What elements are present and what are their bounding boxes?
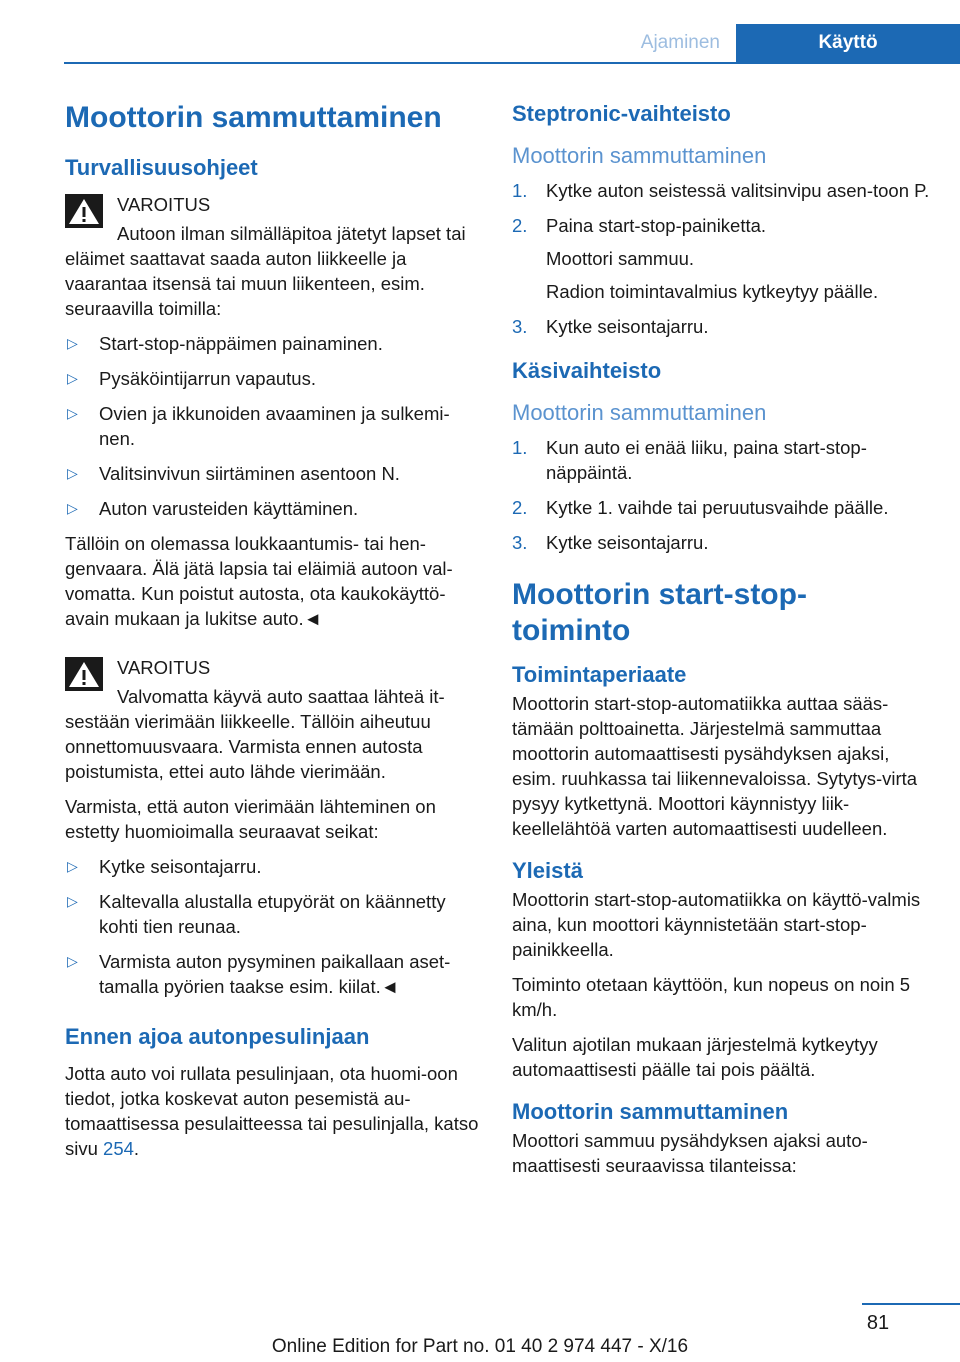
warning-block-1: [65, 192, 479, 631]
warning-label: VAROITUS: [117, 657, 211, 678]
list-item: ▷ Pysäköintijarrun vapautus.: [67, 368, 316, 389]
warning-list: [65, 854, 479, 999]
page-number: 81: [866, 1312, 890, 1334]
list-item: 2. Kytke 1. vaihde tai peruutusvaihde päälle.: [512, 497, 889, 518]
stop-text: Moottori sammuu pysähdyksen ajaksi auto-maattisesti seuraavissa tilanteissa:: [512, 1130, 868, 1176]
step-note: Radion toimintavalmius kytkeytyy päälle.: [546, 281, 879, 302]
list-item: ▷ Ovien ja ikkunoiden avaaminen ja sulkemi-nen.: [67, 403, 450, 449]
footer-edition: Online Edition for Part no. 01 40 2 974 447 - X/16: [271, 1336, 689, 1357]
list-item: 3. Kytke seisontajarru.: [512, 316, 709, 337]
warning-block-2: [65, 655, 479, 999]
triangle-bullet-icon: ▷: [67, 893, 78, 909]
left-column: [65, 100, 479, 1171]
list-item: 2. Paina start-stop-painiketta. Moottori sammuu. Radion toimintavalmius kytkeytyy päälle.: [512, 213, 930, 304]
wash-heading: Ennen ajoa autonpesulinjaan: [65, 1024, 370, 1049]
list-item: ▷ Kytke seisontajarru.: [67, 856, 262, 877]
steptronic-subheading: Moottorin sammuttaminen: [512, 143, 767, 168]
warning-triangle-icon: [65, 194, 103, 228]
stop-heading: Moottorin sammuttaminen: [512, 1099, 789, 1124]
warning-lead: Autoon ilman silmälläpitoa jätetyt lapset tai eläimet saattavat saada auton liikkeelle ja vaarantaa itsensä tai muun liikenteen, esim. seuraavilla toimilla:: [65, 223, 466, 319]
principle-text: Moottorin start-stop-automatiikka auttaa sääs-tämään polttoainetta. Järjestelmä sammuttaa moottorin automaattisesti pysähdyksen ajaksi, esim. ruuhkassa tai liikennevaloissa. Sytytys-virta pysyy kytkettynä. Moottori käynnistyy liik-keellelähtöä varten automaattisesti uudelleen.: [512, 693, 918, 839]
page-number-rule: [862, 1303, 960, 1305]
general-heading: Yleistä: [512, 858, 583, 883]
manual-steps: [512, 435, 930, 555]
general-text-3: Valitun ajotilan mukaan järjestelmä kytkeytyy automaattisesti päälle tai pois päältä.: [512, 1034, 878, 1080]
step-note: Moottori sammuu.: [546, 248, 695, 269]
list-item: ▷ Auton varusteiden käyttäminen.: [67, 498, 359, 519]
triangle-bullet-icon: ▷: [67, 465, 78, 481]
triangle-bullet-icon: ▷: [67, 953, 78, 969]
general-text-2: Toiminto otetaan käyttöön, kun nopeus on noin 5 km/h.: [512, 974, 911, 1020]
triangle-bullet-icon: ▷: [67, 500, 78, 516]
right-column: [512, 100, 930, 1188]
section-title: Moottorin sammuttaminen: [65, 101, 442, 134]
list-item: ▷ Varmista auton pysyminen paikallaan aset-tamalla pyörien taakse esim. kiilat.◄: [67, 951, 451, 997]
triangle-bullet-icon: ▷: [67, 405, 78, 421]
page-link-254[interactable]: 254: [103, 1138, 134, 1159]
triangle-bullet-icon: ▷: [67, 335, 78, 351]
header-tab-kaytto[interactable]: Käyttö: [736, 24, 960, 62]
list-item: ▷ Valitsinvivun siirtäminen asentoon N.: [67, 463, 400, 484]
warning-lead: Valvomatta käyvä auto saattaa lähteä it-sestään vierimään liikkeelle. Tällöin aiheutuu onnettomuusvaara. Varmista ennen autosta poistumista, ettei auto lähde vierimään.: [65, 686, 445, 782]
list-item: 1. Kun auto ei enää liiku, paina start-stop-näppäintä.: [512, 437, 867, 483]
warning-triangle-icon: [65, 657, 103, 691]
safety-heading: Turvallisuusohjeet: [65, 155, 258, 180]
list-item: 1. Kytke auton seistessä valitsinvipu asen-toon P.: [512, 180, 930, 201]
list-item: 3. Kytke seisontajarru.: [512, 532, 709, 553]
header-section-ajaminen[interactable]: Ajaminen: [640, 32, 720, 53]
list-item: ▷ Kaltevalla alustalla etupyörät on käännetty kohti tien reunaa.: [67, 891, 446, 937]
startstop-title: Moottorin start-stop-toiminto: [512, 578, 807, 647]
list-item: ▷ Start-stop-näppäimen painaminen.: [67, 333, 383, 354]
general-text-1: Moottorin start-stop-automatiikka on käyttö-valmis aina, kun moottori käynnistetään start-stop-painikkeella.: [512, 889, 921, 960]
warning-tail: Tällöin on olemassa loukkaantumis- tai hen-genvaara. Älä jätä lapsia tai eläimiä autoon val-vomatta. Kun poistut autosta, ota kaukokäyttö-avain mukaan ja lukitse auto.◄: [65, 533, 453, 629]
warning-list: [65, 331, 479, 521]
principle-heading: Toimintaperiaate: [512, 662, 687, 687]
wash-text: Jotta auto voi rullata pesulinjaan, ota huomi-oon tiedot, jotka koskevat auton pesemistä au-tomaattisessa pesulaitteessa tai pesulinjalla, katso sivu 254.: [65, 1063, 479, 1159]
triangle-bullet-icon: ▷: [67, 858, 78, 874]
warning-para: Varmista, että auton vierimään lähteminen on estetty huomioimalla seuraavat seikat:: [65, 796, 436, 842]
manual-heading: Käsivaihteisto: [512, 358, 662, 383]
manual-subheading: Moottorin sammuttaminen: [512, 400, 767, 425]
steptronic-heading: Steptronic-vaihteisto: [512, 101, 731, 126]
steptronic-steps: [512, 178, 930, 339]
warning-label: VAROITUS: [117, 194, 211, 215]
page-header: [64, 24, 960, 64]
triangle-bullet-icon: ▷: [67, 370, 78, 386]
